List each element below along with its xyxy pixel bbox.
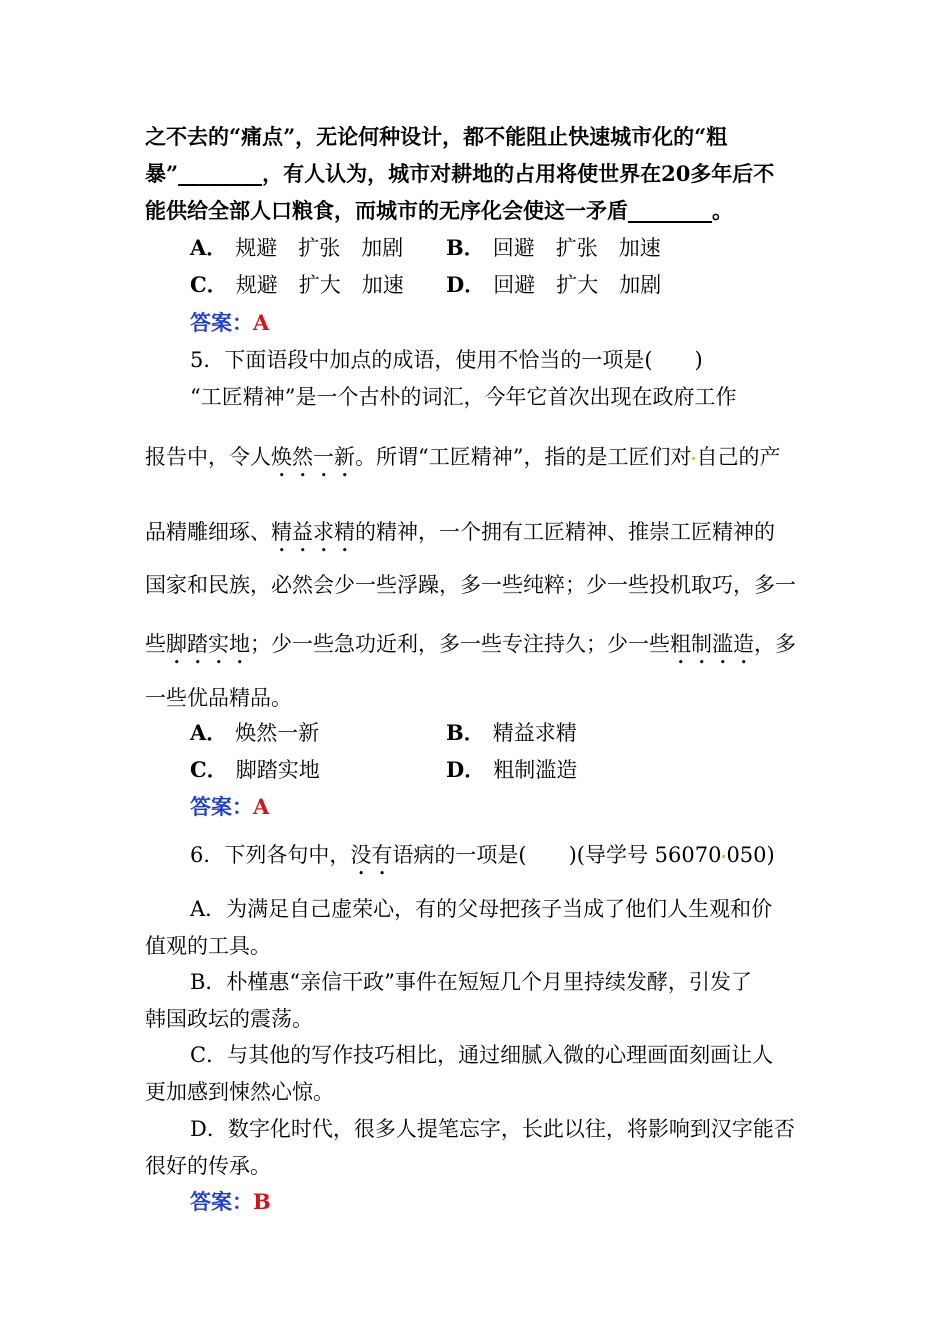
q6-option-a-line-1[interactable]: A．为满足自己虚荣心，有的父母把孩子当成了他们人生观和价 (190, 897, 773, 921)
option-letter: C． (190, 272, 228, 297)
q5-passage-line-5 (145, 630, 807, 669)
passage-text: ，多 (754, 632, 796, 656)
option-letter: C． (190, 757, 228, 782)
q5-passage-line-6: 一些优品精品。 (145, 686, 292, 710)
option-letter: D． (446, 757, 486, 782)
option-letter: A． (190, 720, 228, 745)
option-letter: B． (446, 235, 485, 260)
passage-text: 报告中，令人 (145, 445, 271, 469)
q5-option-c[interactable] (190, 756, 320, 784)
q5-passage-line-3 (145, 518, 807, 557)
q6-option-d-line-1[interactable]: D．数字化时代，很多人提笔忘字，长此以往，将影响到汉字能否 (190, 1117, 795, 1141)
dotted-idiom-3: 脚踏实地 (166, 632, 250, 656)
option-letter: D． (446, 272, 486, 297)
q4-option-a[interactable] (190, 234, 403, 262)
q5-passage-line-4: 国家和民族，必然会少一些浮躁，多一些纯粹；少一些投机取巧，多一 (145, 573, 796, 597)
option-letter: A． (190, 235, 228, 260)
stem-text: 6．下列各句中， (190, 843, 351, 867)
q5-option-a[interactable] (190, 719, 319, 747)
answer-value: A (253, 310, 270, 335)
passage-text: 的精神，一个拥有工匠精神、推崇工匠精神的 (355, 520, 775, 544)
answer-value: B (253, 1189, 271, 1214)
q5-passage-line-1: “工匠精神”是一个古朴的词汇，今年它首次出现在政府工作 (190, 385, 737, 409)
q5-stem: 5．下面语段中加点的成语，使用不恰当的一项是( ) (190, 348, 703, 372)
intro-line-2: 暴”________，有人认为，城市对耕地的占用将使世界在20多年后不 (145, 161, 775, 186)
q4-option-c[interactable] (190, 271, 404, 299)
dotted-word: 没有 (350, 843, 393, 867)
passage-text: 些 (145, 632, 166, 656)
intro-line-1: 之不去的“痛点”，无论何种设计，都不能阻止快速城市化的“粗 (145, 124, 728, 149)
q5-option-d[interactable] (446, 756, 577, 784)
q5-passage-line-2 (145, 443, 807, 482)
q6-stem (190, 841, 807, 880)
q4-option-b[interactable] (446, 234, 661, 262)
option-text: 焕然一新 (235, 721, 320, 745)
q5-answer (190, 793, 269, 821)
q6-answer (190, 1188, 271, 1216)
dotted-idiom-4: 粗制滥造 (670, 632, 754, 656)
q5-option-b[interactable] (446, 719, 577, 747)
option-text: 精益求精 (492, 721, 577, 745)
stem-text: 语病的一项是( )(导学号 56070 (392, 843, 722, 867)
intro-line-3: 能供给全部人口粮食，而城市的无序化会使这一矛盾________。 (145, 198, 733, 223)
dotted-idiom-2: 精益求精 (271, 520, 355, 544)
q6-option-b-line-1[interactable]: B．朴槿惠“亲信干政”事件在短短几个月里持续发酵，引发了 (190, 970, 752, 994)
answer-label: 答案： (190, 1189, 253, 1214)
dotted-idiom-1: 焕然一新 (271, 445, 355, 469)
option-text: 脚踏实地 (235, 758, 320, 782)
q6-option-a-line-2: 值观的工具。 (145, 934, 271, 958)
option-text: 粗制滥造 (493, 758, 578, 782)
passage-text: 品精雕细琢、 (145, 520, 271, 544)
q6-option-d-line-2: 很好的传承。 (145, 1154, 271, 1178)
option-text: 回避 扩张 加速 (492, 236, 661, 260)
q6-option-c-line-2: 更加感到悚然心惊。 (145, 1080, 334, 1104)
q4-option-d[interactable] (446, 271, 661, 299)
answer-label: 答案： (190, 310, 253, 335)
passage-text: 。所谓“工匠精神”，指的是工匠们对 (355, 445, 692, 469)
passage-text: 自己的产 (696, 445, 781, 469)
answer-label: 答案： (190, 794, 253, 819)
stem-text: 050) (726, 843, 775, 867)
answer-value: A (253, 794, 270, 819)
option-text: 回避 扩大 加剧 (493, 273, 662, 297)
q4-answer (190, 309, 269, 337)
q6-option-c-line-1[interactable]: C．与其他的写作技巧相比，通过细腻入微的心理画面刻画让人 (190, 1043, 774, 1067)
option-text: 规避 扩大 加速 (235, 273, 404, 297)
q6-option-b-line-2: 韩国政坛的震荡。 (145, 1007, 313, 1031)
mark-dot (722, 855, 725, 858)
passage-text: ；少一些急功近利，多一些专注持久；少一些 (250, 632, 670, 656)
option-letter: B． (446, 720, 485, 745)
option-text: 规避 扩张 加剧 (235, 236, 404, 260)
